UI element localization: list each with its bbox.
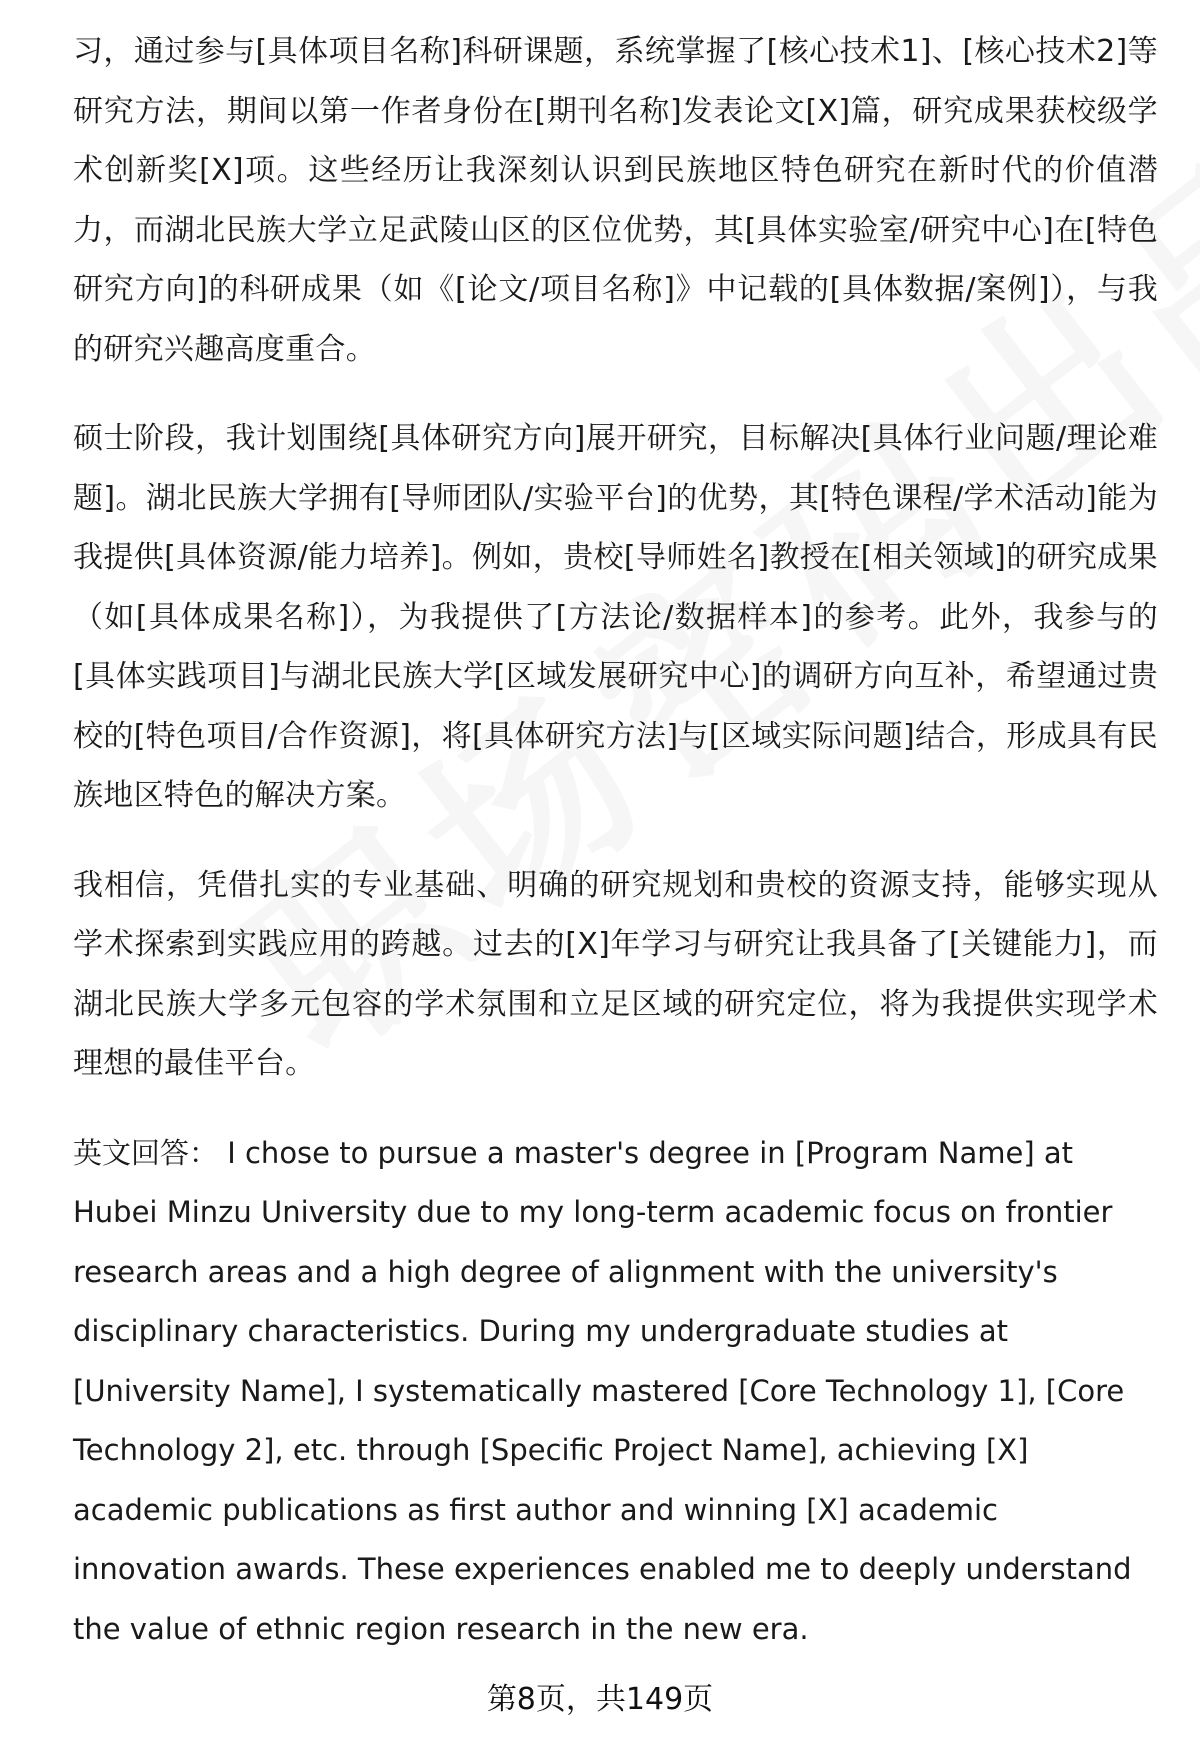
- page-footer: 第8页，共149页: [486, 1682, 714, 1717]
- paragraph-research-plan: 硕士阶段，我计划围绕[具体研究方向]展开研究，目标解决[具体行业问题/理论难题]。湖北民族大学拥有[导师团队/实验平台]的优势，其[特色课程/学术活动]能为我提供[具体资源/能力培养]。例如，贵校[导师姓名]教授在[相关领域]的研究成果（如[具体成果名称]），为我提供了[方法论/数据样本]的参考。此外，我参与的[具体实践项目]与湖北民族大学[区域发展研究中心]的调研方向互补，希望通过贵校的[特色项目/合作资源]，将[具体研究方法]与[区域实际问题]结合，形成具有民族地区特色的解决方案。: [73, 421, 1158, 813]
- paragraph-background: 习，通过参与[具体项目名称]科研课题，系统掌握了[核心技术1]、[核心技术2]等研究方法，期间以第一作者身份在[期刊名称]发表论文[X]篇，研究成果获校级学术创新奖[X]项。这些经历让我深刻认识到民族地区特色研究在新时代的价值潜力，而湖北民族大学立足武陵山区的区位优势，其[具体实验室/研究中心]在[特色研究方向]的科研成果（如《[论文/项目名称]》中记载的[具体数据/案例]），与我的研究兴趣高度重合。: [73, 34, 1158, 367]
- paragraph-conclusion: 我相信，凭借扎实的专业基础、明确的研究规划和贵校的资源支持，能够实现从学术探索到实践应用的跨越。过去的[X]年学习与研究让我具备了[关键能力]，而湖北民族大学多元包容的学术氛围和立足区域的研究定位，将为我提供实现学术理想的最佳平台。: [73, 867, 1158, 1081]
- paragraph-english-answer: 英文回答： I chose to pursue a master's degree in [Program Name] at Hubei Minzu University due to my long-term academic focus on frontier research areas and a high degree of alignment with the university's disciplinary characteristics. During my undergraduate studies at [University Name], I systematically mastered [Core Technology 1], [Core Technology 2], etc. through [Specific Project Name], achieving [X] academic publications as first author and winning [X] academic innovation awards. These experiences enabled me to deeply understand the value of ethnic region research in the new era.: [73, 1135, 1132, 1646]
- document-body: [73, 22, 1158, 1689]
